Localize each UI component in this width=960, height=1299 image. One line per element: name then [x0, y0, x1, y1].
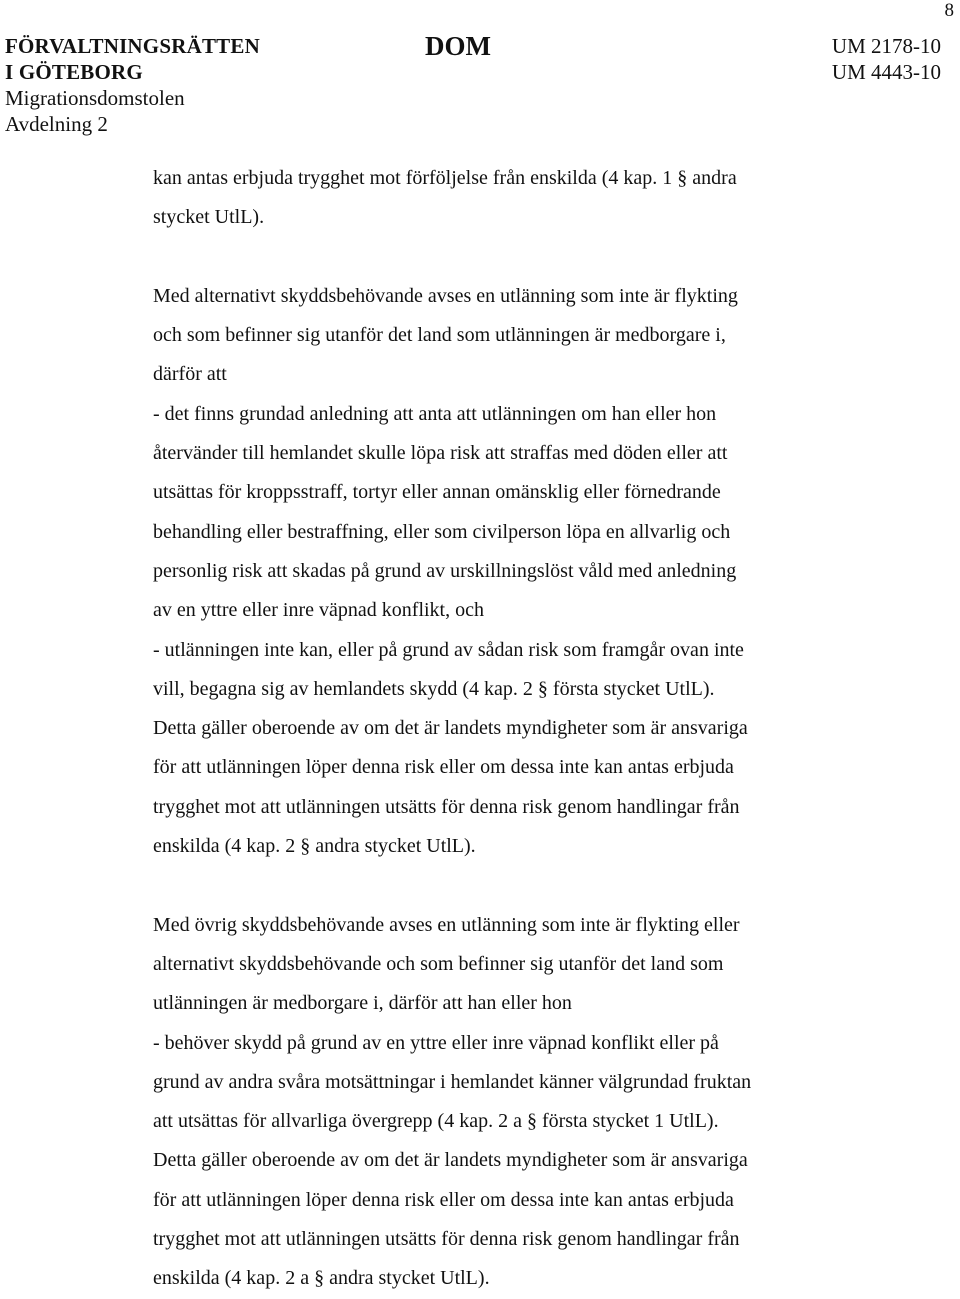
case-number-2: UM 4443-10 — [831, 60, 941, 84]
court-name-line-2: I GÖTEBORG — [5, 60, 143, 84]
body-line: att utsättas för allvarliga övergrepp (4 kap. 2 a § första stycket 1 UtlL). — [153, 1110, 719, 1133]
body-line: och som befinner sig utanför det land som utlänningen är medborgare i, — [153, 324, 726, 347]
court-header — [5, 33, 260, 137]
body-line: trygghet mot att utlänningen utsätts för denna risk genom handlingar från — [153, 795, 740, 818]
document-body — [153, 159, 853, 1299]
court-division: Migrationsdomstolen — [5, 86, 185, 110]
body-line: därför att — [153, 363, 227, 386]
body-line: - behöver skydd på grund av en yttre eller inre väpnad konflikt eller på — [153, 1031, 719, 1054]
body-line: utlänningen är medborgare i, därför att han eller hon — [153, 992, 572, 1015]
body-line: vill, begagna sig av hemlandets skydd (4 kap. 2 § första stycket UtlL). — [153, 677, 715, 700]
body-line: för att utlänningen löper denna risk eller om dessa inte kan antas erbjuda — [153, 756, 734, 779]
page-number: 8 — [944, 0, 954, 21]
body-line: kan antas erbjuda trygghet mot förföljelse från enskilda (4 kap. 1 § andra — [153, 167, 737, 189]
body-line: Detta gäller oberoende av om det är landets myndigheter som är ansvariga — [153, 1149, 748, 1172]
body-line: grund av andra svåra motsättningar i hemlandet känner välgrundad fruktan — [153, 1070, 752, 1093]
paragraph-spacer — [153, 238, 853, 277]
body-line: personlig risk att skadas på grund av urskillningslöst våld med anledning — [153, 559, 737, 582]
body-line: för att utlänningen löper denna risk eller om dessa inte kan antas erbjuda — [153, 1188, 734, 1211]
document-type: DOM — [425, 31, 491, 61]
body-line: behandling eller bestraffning, eller som civilperson löpa en allvarlig och — [153, 520, 731, 543]
court-department: Avdelning 2 — [5, 112, 108, 136]
body-line: - utlänningen inte kan, eller på grund av sådan risk som framgår ovan inte — [153, 638, 744, 661]
body-line: Med övrig skyddsbehövande avses en utlänning som inte är flykting eller — [153, 913, 740, 936]
body-line: av en yttre eller inre väpnad konflikt, och — [153, 599, 484, 622]
case-number-1: UM 2178-10 — [831, 34, 941, 58]
body-line: trygghet mot att utlänningen utsätts för denna risk genom handlingar från — [153, 1228, 740, 1251]
case-numbers — [832, 33, 941, 85]
body-line: utsättas för kroppsstraff, tortyr eller annan omänsklig eller förnedrande — [153, 481, 721, 504]
court-name-line-1: FÖRVALTNINGSRÄTTEN — [5, 34, 260, 58]
body-line: återvänder till hemlandet skulle löpa risk att straffas med döden eller att — [153, 442, 728, 465]
body-line: stycket UtlL). — [153, 206, 265, 229]
paragraph-spacer — [153, 866, 853, 905]
body-line: alternativt skyddsbehövande och som befinner sig utanför det land som — [153, 952, 724, 975]
body-line: - det finns grundad anledning att anta att utlänningen om han eller hon — [153, 402, 717, 425]
body-line: Med alternativt skyddsbehövande avses en utlänning som inte är flykting — [153, 284, 738, 307]
body-line: enskilda (4 kap. 2 § andra stycket UtlL). — [153, 835, 476, 858]
body-line: enskilda (4 kap. 2 a § andra stycket UtlL). — [153, 1267, 490, 1290]
body-line: Detta gäller oberoende av om det är landets myndigheter som är ansvariga — [153, 717, 748, 740]
